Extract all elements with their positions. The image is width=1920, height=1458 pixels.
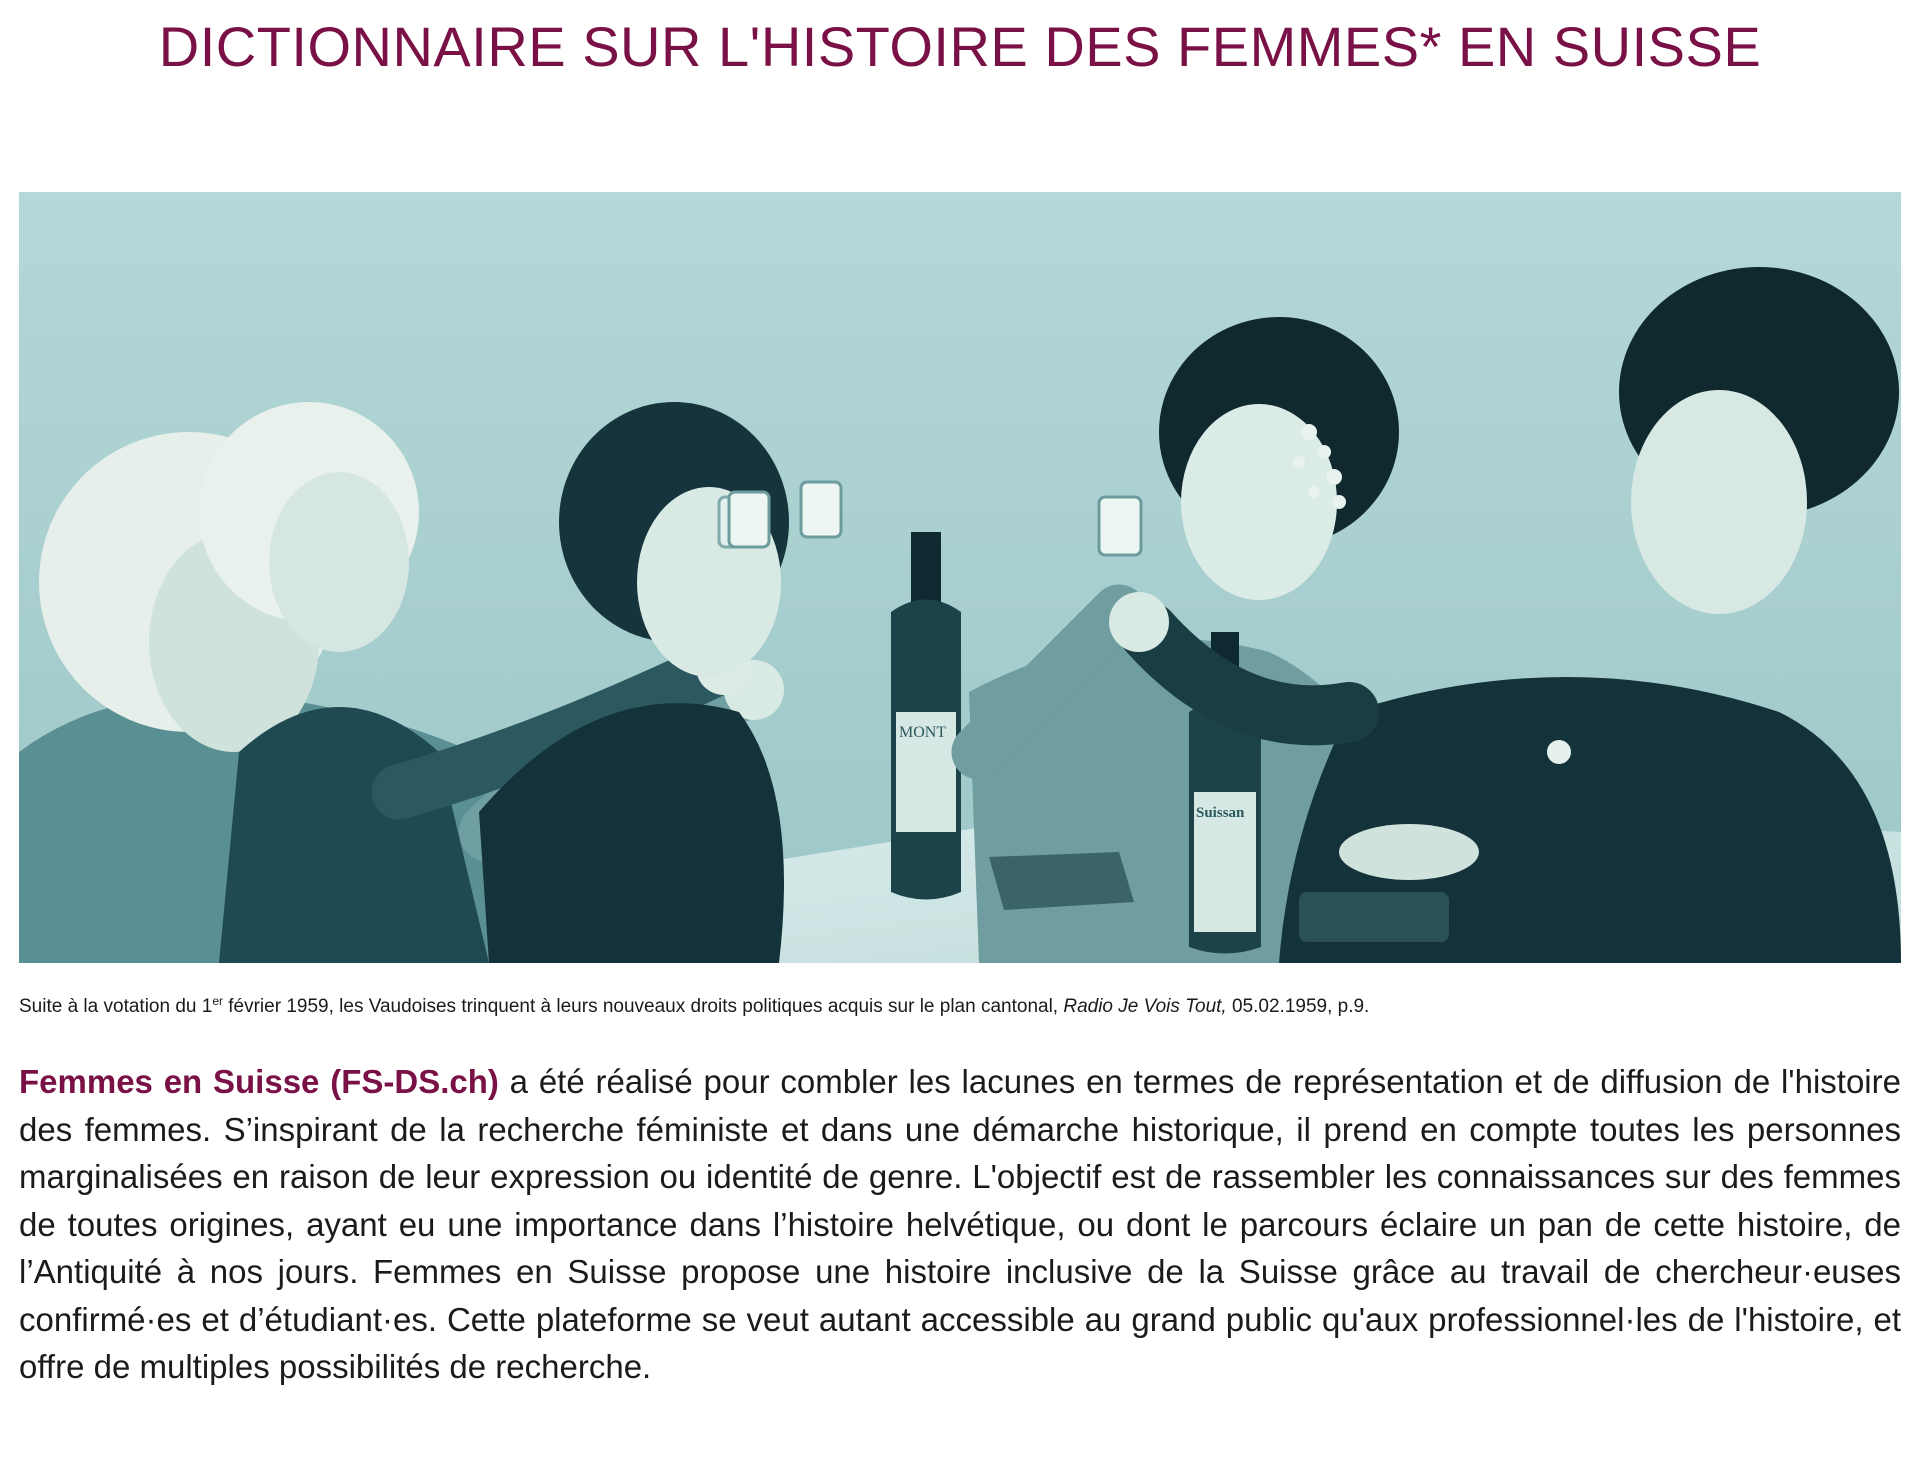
intro-text: a été réalisé pour combler les lacunes en termes de représentation et de diffusion de l'histoire des femmes. S’inspirant de la recherche féministe et dans une démarche historique, il prend en compte toutes les personnes marginalisées en raison de leur expression ou identité de genre. L'objectif est de rassembler les connaissances sur des femmes de toutes origines, ayant eu une importance dans l’histoire helvétique, ou dont le parcours éclaire un pan de cette histoire, de l’Antiquité à nos jours. Femmes en Suisse propose une histoire inclusive de la Suisse grâce au travail de chercheur·euses confirmé·es et d’étudiant·es. Cette plateforme se veut autant accessible au grand public qu'aux professionnel·les de l'histoire, et offre de multiples possibilités de recherche. bbox=[19, 1063, 1901, 1385]
page-title: DICTIONNAIRE SUR L'HISTOIRE DES FEMMES* EN SUISSE bbox=[158, 15, 1762, 78]
bottle-left-label: MONT bbox=[899, 724, 947, 741]
historical-photo bbox=[19, 192, 1901, 963]
caption-part-1: Suite à la votation du 1 bbox=[19, 996, 213, 1017]
ashtray bbox=[989, 852, 1134, 910]
bottle-right-label: Suissan bbox=[1196, 805, 1245, 821]
photo-caption bbox=[19, 994, 1901, 1020]
photo-illustration bbox=[19, 192, 1901, 963]
intro-paragraph bbox=[19, 1058, 1901, 1391]
caption-part-3: 05.02.1959, p.9. bbox=[1226, 996, 1370, 1017]
caption-superscript: er bbox=[212, 994, 223, 1008]
fs-ds-link[interactable]: Femmes en Suisse (FS-DS.ch) bbox=[19, 1063, 499, 1100]
caption-source: Radio Je Vois Tout, bbox=[1063, 996, 1227, 1017]
caption-part-2: février 1959, les Vaudoises trinquent à leurs nouveaux droits politiques acquis sur le plan cantonal, bbox=[222, 996, 1064, 1017]
